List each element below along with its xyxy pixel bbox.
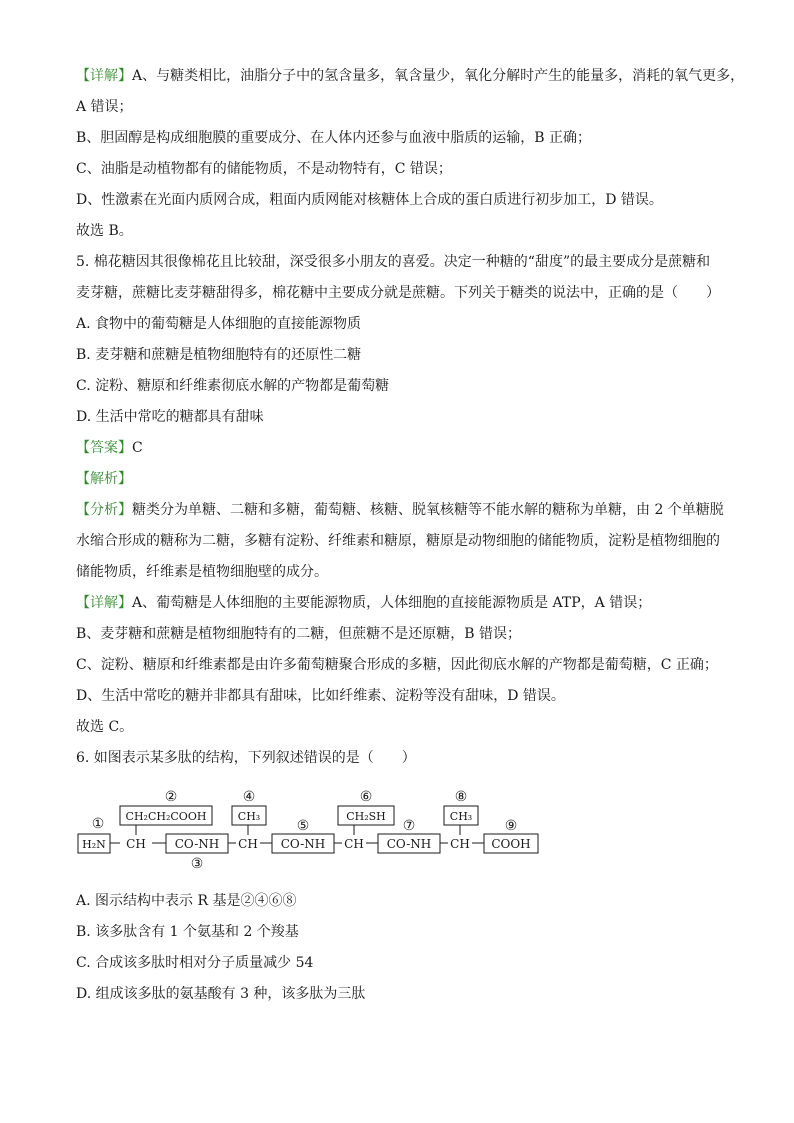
text-line <box>76 469 726 489</box>
text-line <box>76 686 726 706</box>
ch-label: CH <box>126 837 146 851</box>
text-line <box>76 748 726 768</box>
option-c: C. 合成该多肽时相对分子质量减少 54 <box>76 955 314 971</box>
section-tag: 【详解】 <box>76 595 132 611</box>
ch3b-label: CH₃ <box>449 810 473 823</box>
h2n-label: H₂N <box>82 838 106 851</box>
line-text: D、生活中常吃的糖并非都具有甜味，比如纤维素、淀粉等没有甜味，D 错误。 <box>76 688 565 704</box>
line-text: C、油脂是动植物都有的储能物质，不是动物特有，C 错误； <box>76 161 452 177</box>
line-text: A、葡萄糖是人体细胞的主要能源物质，人体细胞的直接能源物质是 ATP，A 错误； <box>132 595 652 611</box>
text-line <box>76 128 726 148</box>
line-text: 水缩合形成的糖称为二糖，多糖有淀粉、纤维素和糖原，糖原是动物细胞的储能物质，淀粉是植物细胞的 <box>76 533 720 549</box>
text-line <box>76 717 726 737</box>
line-text: C <box>132 440 143 456</box>
section-tag: 【分析】 <box>76 502 132 518</box>
line-text: 5. 棉花糖因其很像棉花且比较甜，深受很多小朋友的喜爱。决定一种糖的“甜度”的最主要成分是蔗糖和 <box>76 254 711 270</box>
text-line <box>76 66 745 86</box>
line-text: B、麦芽糖和蔗糖是植物细胞特有的二糖，但蔗糖不是还原糖，B 错误； <box>76 626 522 642</box>
ch-label: CH <box>344 837 364 851</box>
conh5-label: CO-NH <box>280 837 326 851</box>
number-3: ③ <box>190 856 204 872</box>
line-text: A 错误； <box>76 99 133 115</box>
text-line <box>76 159 726 179</box>
number-8: ⑧ <box>454 789 468 805</box>
line-text: 6. 如图表示某多肽的结构，下列叙述错误的是（ ） <box>76 750 416 766</box>
line-text: D. 生活中常吃的糖都具有甜味 <box>76 409 264 425</box>
option-a: A. 图示结构中表示 R 基是②④⑥⑧ <box>76 893 297 909</box>
text-line <box>76 438 726 458</box>
option-d: D. 组成该多肽的氨基酸有 3 种，该多肽为三肽 <box>76 986 366 1002</box>
text-line <box>76 407 726 427</box>
number-4: ④ <box>242 789 256 805</box>
text-line <box>76 190 726 210</box>
number-2: ② <box>164 789 178 805</box>
option-b: B. 该多肽含有 1 个氨基和 2 个羧基 <box>76 924 299 940</box>
text-line <box>76 531 726 551</box>
line-text: A. 食物中的葡萄糖是人体细胞的直接能源物质 <box>76 316 362 332</box>
polypeptide-structure-diagram <box>76 786 546 872</box>
r6-label: CH₂SH <box>346 810 386 823</box>
text-line <box>76 593 726 613</box>
section-tag: 【详解】 <box>76 68 132 84</box>
ch-label: CH <box>238 837 258 851</box>
r2-label: CH₂CH₂COOH <box>125 810 207 823</box>
text-line <box>76 221 726 241</box>
text-line <box>76 345 726 365</box>
section-tag: 【答案】 <box>76 440 132 456</box>
conh7-label: CO-NH <box>386 837 432 851</box>
line-text: 故选 B。 <box>76 223 133 239</box>
line-text: 储能物质，纤维素是植物细胞壁的成分。 <box>76 564 328 580</box>
ch3a-label: CH₃ <box>237 810 261 823</box>
text-line <box>76 314 726 334</box>
number-7: ⑦ <box>402 818 416 834</box>
number-9: ⑨ <box>504 818 518 834</box>
line-text: 糖类分为单糖、二糖和多糖，葡萄糖、核糖、脱氧核糖等不能水解的糖称为单糖，由 2 个单糖脱 <box>132 502 724 518</box>
line-text: 麦芽糖，蔗糖比麦芽糖甜得多，棉花糖中主要成分就是蔗糖。下列关于糖类的说法中，正确的是（ ） <box>76 285 720 301</box>
text-line <box>76 500 726 520</box>
cooh-label: COOH <box>491 837 531 851</box>
line-text: 故选 C。 <box>76 719 134 735</box>
line-text: B、胆固醇是构成细胞膜的重要成分、在人体内还参与血液中脂质的运输，B 正确； <box>76 130 592 146</box>
line-text: D、性激素在光面内质网合成，粗面内质网能对核糖体上合成的蛋白质进行初步加工，D 错误。 <box>76 192 663 208</box>
line-text: C. 淀粉、糖原和纤维素彻底水解的产物都是葡萄糖 <box>76 378 390 394</box>
text-line <box>76 562 726 582</box>
ch-label: CH <box>450 837 470 851</box>
line-text: A、与糖类相比，油脂分子中的氢含量多，氧含量少，氧化分解时产生的能量多，消耗的氧气更多， <box>132 68 745 84</box>
text-line <box>76 283 726 303</box>
text-line <box>76 655 726 675</box>
text-line <box>76 376 726 396</box>
line-text: B. 麦芽糖和蔗糖是植物细胞特有的还原性二糖 <box>76 347 362 363</box>
text-line <box>76 624 726 644</box>
number-5: ⑤ <box>296 818 310 834</box>
line-text: C、淀粉、糖原和纤维素都是由许多葡萄糖聚合形成的多糖，因此彻底水解的产物都是葡萄糖，C 正确； <box>76 657 718 673</box>
text-line <box>76 252 726 272</box>
number-1: ① <box>91 816 105 832</box>
section-tag: 【解析】 <box>76 471 132 487</box>
text-line <box>76 97 726 117</box>
number-6: ⑥ <box>359 789 373 805</box>
conh3-label: CO-NH <box>174 837 220 851</box>
